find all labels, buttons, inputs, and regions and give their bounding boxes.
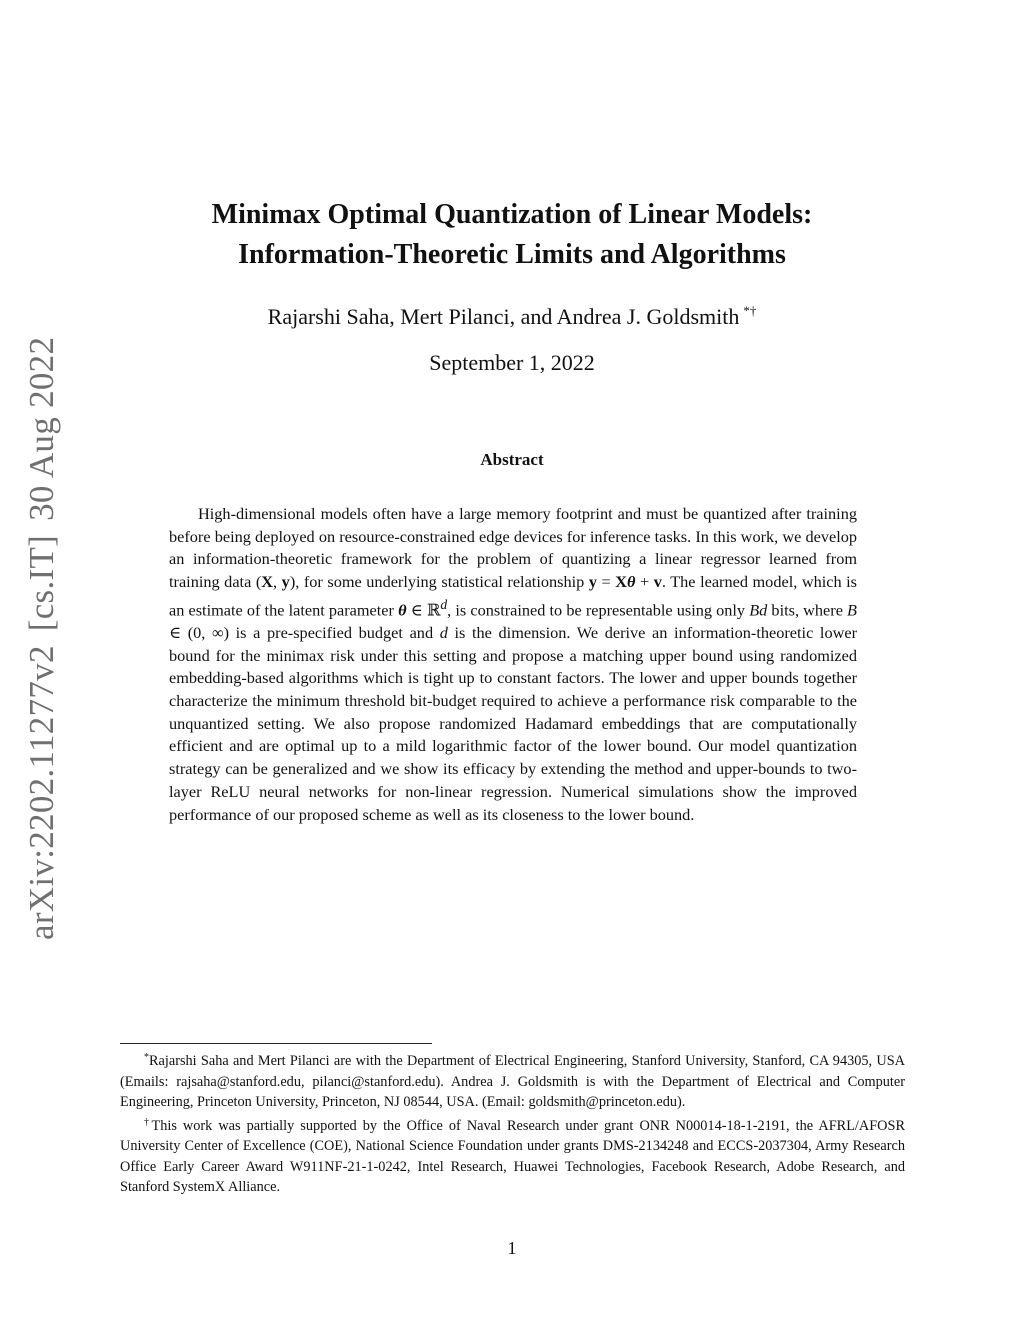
footnotes	[120, 1048, 905, 1198]
math-b: B	[847, 600, 857, 620]
abstract-text-5: bits, where	[767, 600, 848, 620]
math-comma: ,	[273, 572, 282, 592]
footnote-1-text: Rajarshi Saha and Mert Pilanci are with the Department of Electrical Engineering, Stanford University, Stanford, CA 94305, USA (Emails: rajsaha@stanford.edu, pilanci@stanford.edu). Andrea J. Goldsmith is with the Department of Electrical and Computer Engineering, Princeton University, Princeton, NJ 08544, USA. (Email: goldsmith@princeton.edu).	[120, 1053, 905, 1110]
abstract-heading: Abstract	[480, 450, 544, 469]
math-equals: =	[596, 572, 616, 592]
abstract-text-6: is a pre-specified budget and	[229, 622, 440, 642]
authors-text: Rajarshi Saha, Mert Pilanci, and Andrea J. Goldsmith	[267, 304, 740, 329]
arxiv-date: 30 Aug 2022	[22, 336, 61, 521]
math-interval: ∈ (0, ∞)	[169, 622, 229, 642]
math-plus: +	[635, 572, 654, 592]
abstract-text-3: . The learned model, which is an estimate of the latent parameter	[169, 572, 858, 620]
math-x: X	[261, 572, 274, 592]
paper-date: September 1, 2022	[429, 350, 595, 375]
footnote-2-mark: †	[144, 1116, 152, 1128]
math-theta-2: θ	[398, 600, 407, 620]
footnote-rule	[120, 1043, 432, 1044]
footnote-2	[120, 1113, 905, 1198]
footnote-1-mark: *	[144, 1052, 149, 1063]
footnote-1	[120, 1048, 905, 1113]
math-y-2: y	[588, 572, 597, 592]
math-d: d	[439, 622, 448, 642]
title-line-1: Minimax Optimal Quantization of Linear Models:	[211, 199, 813, 230]
abstract-text-2: ), for some underlying statistical relationship	[289, 572, 589, 592]
abstract-text-1: High-dimensional models often have a large memory footprint and must be quantized after training before being deployed on resource-constrained edge devices for inference tasks. In this work, we develop an information-theoretic framework for the problem of quantizing a linear regressor learned from training data (	[169, 504, 857, 592]
abstract-body	[169, 503, 857, 826]
math-x-2: X	[615, 572, 628, 592]
page-number: 1	[507, 1238, 517, 1258]
footnote-2-text: This work was partially supported by the Office of Naval Research under grant ONR N00014-18-1-2191, the AFRL/AFOSR University Center of Excellence (COE), National Science Foundation under grants DMS-2134248 and ECCS-2037304, Army Research Office Early Career Award W911NF-21-1-0242, Intel Research, Huawei Technologies, Facebook Research, Adobe Research, and Stanford SystemX Alliance.	[120, 1117, 905, 1195]
abstract-text-4: , is constrained to be representable using only	[447, 600, 750, 620]
math-v: v	[653, 572, 662, 592]
arxiv-side-stamp	[22, 323, 62, 940]
paper-title	[0, 195, 1024, 275]
author-footnote-marks: *†	[743, 303, 757, 318]
abstract-text-7: is the dimension. We derive an information-theoretic lower bound for the minimax risk under this setting and propose a matching upper bound using randomized embedding-based algorithms which is tight up to constant factors. The lower and upper bounds together characterize the minimum threshold bit-budget required to achieve a performance risk comparable to the unquantized setting. We also propose randomized Hadamard embeddings that are computationally efficient and are optimal up to a mild logarithmic factor of the lower bound. Our model quantization strategy can be generalized and we show its efficacy by extending the method and upper-bounds to two-layer ReLU neural networks for non-linear regression. Numerical simulations show the improved performance of our proposed scheme as well as its closeness to the lower bound.	[169, 622, 858, 824]
arxiv-category: [cs.IT]	[22, 534, 61, 632]
math-d-superscript: d	[440, 596, 448, 612]
math-theta: θ	[627, 572, 636, 592]
arxiv-id: arXiv:2202.11277v2	[22, 645, 61, 940]
author-list	[0, 303, 1024, 330]
title-line-2: Information-Theoretic Limits and Algorithms	[238, 239, 786, 270]
math-y: y	[281, 572, 290, 592]
math-in-reals: ∈ ℝ	[406, 600, 441, 620]
math-bd: Bd	[749, 600, 768, 620]
